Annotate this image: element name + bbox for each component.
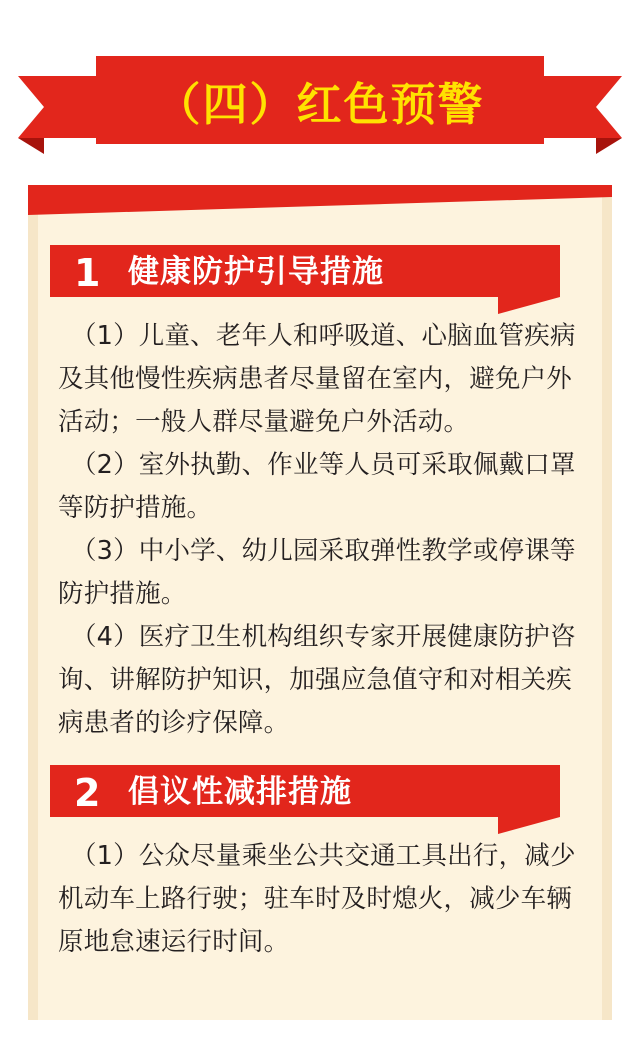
section-1-number: 1	[74, 251, 101, 295]
page-title: （四）红色预警	[155, 77, 485, 131]
section-1-body	[58, 315, 586, 745]
section-2-body	[58, 835, 586, 964]
section-2-paragraph-1: （1）公众尽量乘坐公共交通工具出行，减少机动车上路行驶；驻车时及时熄火，减少车辆原地怠速运行时间。	[58, 841, 576, 957]
ribbon-main	[96, 56, 544, 144]
ribbon-fold-left	[18, 138, 44, 154]
ribbon-fold-right	[596, 138, 622, 154]
section-1-header-notch	[498, 297, 560, 314]
section-2-heading: 倡议性减排措施	[128, 774, 352, 810]
section-1-paragraph-4: （4）医疗卫生机构组织专家开展健康防护咨询、讲解防护知识，加强应急值守和对相关疾病患者的诊疗保障。	[58, 622, 576, 738]
section-1-paragraph-2: （2）室外执勤、作业等人员可采取佩戴口罩等防护措施。	[58, 450, 576, 523]
section-1	[28, 245, 612, 745]
section-1-paragraph-3: （3）中小学、幼儿园采取弹性教学或停课等防护措施。	[58, 536, 576, 609]
section-1-header	[50, 245, 560, 303]
section-2-header-notch	[498, 817, 560, 834]
section-2	[28, 765, 612, 964]
section-1-heading: 健康防护引导措施	[128, 254, 384, 290]
card-top-accent	[28, 185, 612, 215]
section-1-paragraph-1: （1）儿童、老年人和呼吸道、心脑血管疾病及其他慢性疾病患者尽量留在室内，避免户外活动；一般人群尽量避免户外活动。	[58, 321, 576, 437]
section-2-header	[50, 765, 560, 823]
banner	[0, 56, 640, 156]
section-2-number: 2	[74, 771, 101, 815]
content-card	[28, 185, 612, 1020]
